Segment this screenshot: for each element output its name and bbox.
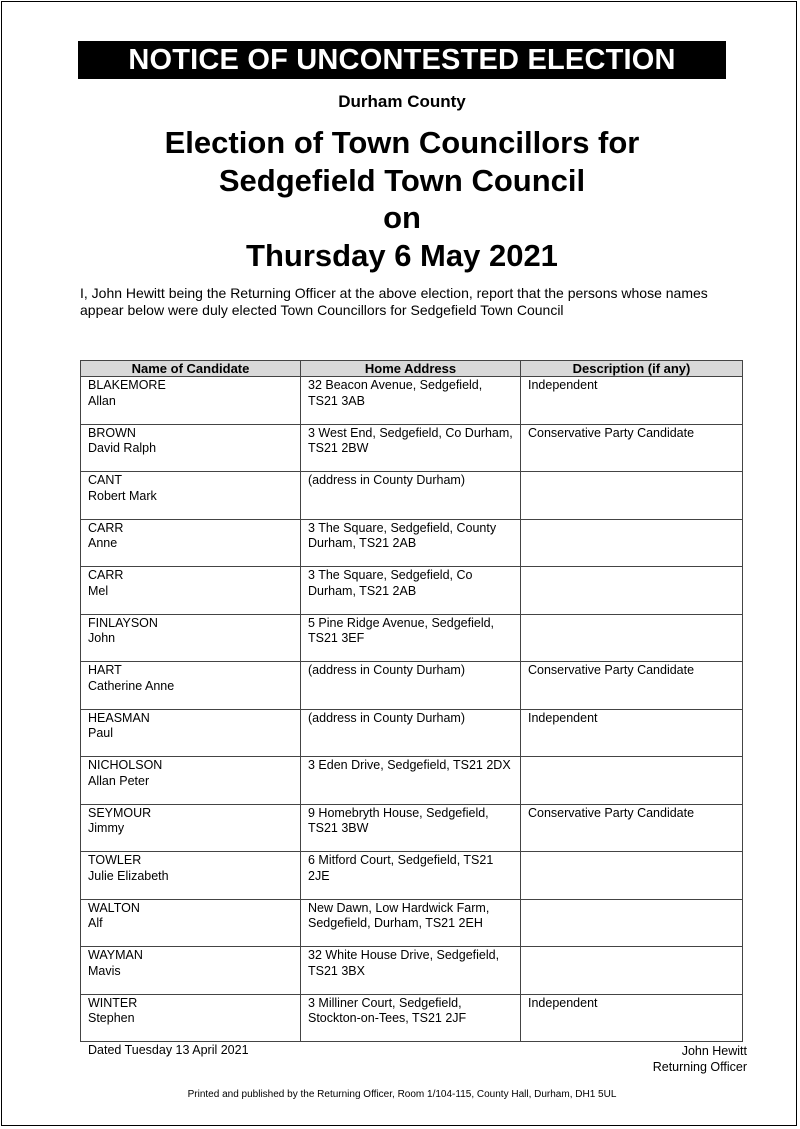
officer-title: Returning Officer (652, 1060, 747, 1074)
candidate-forenames: Jimmy (88, 821, 125, 835)
candidate-surname: WAYMAN (88, 948, 143, 962)
candidate-name-cell (81, 472, 301, 520)
table-row (81, 804, 743, 852)
candidate-address: 32 Beacon Avenue, Sedgefield, TS21 3AB (301, 377, 521, 425)
table-row (81, 424, 743, 472)
candidate-description: Independent (521, 709, 743, 757)
notice-banner: NOTICE OF UNCONTESTED ELECTION (78, 41, 726, 79)
candidate-address: 3 The Square, Sedgefield, County Durham, TS21 2AB (301, 519, 521, 567)
candidate-description (521, 567, 743, 615)
candidate-description (521, 614, 743, 662)
candidate-address: New Dawn, Low Hardwick Farm, Sedgefield, Durham, TS21 2EH (301, 899, 521, 947)
candidate-forenames: Mel (88, 583, 109, 598)
candidate-description (521, 519, 743, 567)
candidate-surname: BLAKEMORE (88, 378, 166, 392)
candidates-table (80, 360, 743, 1042)
table-row (81, 852, 743, 900)
table-row (81, 519, 743, 567)
dated-line: Dated Tuesday 13 April 2021 (88, 1043, 249, 1057)
candidate-surname: NICHOLSON (88, 758, 163, 772)
candidate-surname: TOWLER (88, 853, 142, 867)
candidate-name-cell (81, 899, 301, 947)
candidate-surname: WALTON (88, 900, 140, 915)
officer-name: John Hewitt (681, 1044, 747, 1058)
candidate-name-cell (81, 614, 301, 662)
heading-line: Thursday 6 May 2021 (246, 237, 558, 273)
table-row (81, 757, 743, 805)
candidate-address: 32 White House Drive, Sedgefield, TS21 3BX (301, 947, 521, 995)
table-row (81, 377, 743, 425)
candidate-description: Conservative Party Candidate (521, 804, 743, 852)
candidate-forenames: Alf (88, 916, 103, 930)
heading-line: on (383, 200, 421, 235)
election-heading (2, 124, 800, 274)
candidate-surname: CANT (88, 473, 123, 487)
intro-paragraph: I, John Hewitt being the Returning Officer at the above election, report that the persons whose names appear below were duly elected Town Councillors for Sedgefield Town Council (80, 285, 708, 318)
candidate-description (521, 757, 743, 805)
candidate-surname: HART (88, 663, 122, 677)
candidate-forenames: Anne (88, 536, 118, 550)
candidate-address: 3 West End, Sedgefield, Co Durham, TS21 2BW (301, 424, 521, 472)
table-row (81, 994, 743, 1042)
candidate-forenames: Paul (88, 726, 114, 740)
candidate-address: 5 Pine Ridge Avenue, Sedgefield, TS21 3EF (301, 614, 521, 662)
candidate-address: (address in County Durham) (301, 709, 521, 757)
candidate-description (521, 852, 743, 900)
candidate-name-cell (81, 947, 301, 995)
imprint-line: Printed and published by the Returning Officer, Room 1/104-115, County Hall, Durham, DH1 5UL (187, 1089, 617, 1100)
candidate-forenames: Julie Elizabeth (88, 868, 169, 883)
candidate-description (521, 899, 743, 947)
candidate-address: (address in County Durham) (301, 662, 521, 710)
table-row (81, 614, 743, 662)
candidate-address: 3 Milliner Court, Sedgefield, Stockton-on-Tees, TS21 2JF (301, 994, 521, 1042)
candidate-description (521, 947, 743, 995)
notice-page (1, 1, 797, 1126)
candidate-description: Conservative Party Candidate (521, 424, 743, 472)
candidate-surname: BROWN (88, 425, 136, 440)
candidate-forenames: Robert Mark (88, 488, 157, 503)
candidate-name-cell (81, 852, 301, 900)
candidate-address: 3 The Square, Sedgefield, Co Durham, TS21 2AB (301, 567, 521, 615)
table-header-row (81, 361, 743, 377)
candidate-forenames: John (88, 631, 116, 645)
candidate-forenames: Mavis (88, 963, 121, 978)
table-row (81, 899, 743, 947)
candidate-forenames: Allan (88, 393, 116, 408)
column-header-address: Home Address (301, 361, 521, 377)
table-row (81, 472, 743, 520)
returning-officer-signoff (653, 1043, 747, 1075)
candidate-name-cell (81, 377, 301, 425)
candidate-surname: CARR (88, 520, 124, 535)
county-name: Durham County (338, 92, 466, 111)
candidate-name-cell (81, 519, 301, 567)
candidate-description: Independent (521, 377, 743, 425)
candidate-surname: SEYMOUR (88, 805, 152, 820)
candidate-address: (address in County Durham) (301, 472, 521, 520)
table-row (81, 709, 743, 757)
heading-line: Election of Town Councillors for (164, 125, 640, 160)
candidate-name-cell (81, 709, 301, 757)
candidate-forenames: Catherine Anne (88, 678, 175, 693)
table-row (81, 662, 743, 710)
table-row (81, 567, 743, 615)
candidate-forenames: Allan Peter (88, 773, 150, 788)
candidate-description (521, 472, 743, 520)
candidate-forenames: David Ralph (88, 441, 157, 455)
heading-line: Sedgefield Town Council (218, 162, 586, 198)
table-row (81, 947, 743, 995)
candidate-name-cell (81, 424, 301, 472)
candidate-name-cell (81, 994, 301, 1042)
candidate-surname: HEASMAN (88, 710, 150, 725)
candidate-description: Independent (521, 994, 743, 1042)
candidate-forenames: Stephen (88, 1011, 135, 1025)
candidate-surname: CARR (88, 568, 124, 582)
candidate-address: 3 Eden Drive, Sedgefield, TS21 2DX (301, 757, 521, 805)
candidate-name-cell (81, 757, 301, 805)
column-header-name: Name of Candidate (81, 361, 301, 377)
candidate-name-cell (81, 567, 301, 615)
candidate-surname: FINLAYSON (88, 615, 158, 630)
candidate-name-cell (81, 804, 301, 852)
candidate-name-cell (81, 662, 301, 710)
candidate-address: 6 Mitford Court, Sedgefield, TS21 2JE (301, 852, 521, 900)
candidate-surname: WINTER (88, 995, 138, 1010)
candidate-address: 9 Homebryth House, Sedgefield, TS21 3BW (301, 804, 521, 852)
column-header-description: Description (if any) (521, 361, 743, 377)
candidate-description: Conservative Party Candidate (521, 662, 743, 710)
